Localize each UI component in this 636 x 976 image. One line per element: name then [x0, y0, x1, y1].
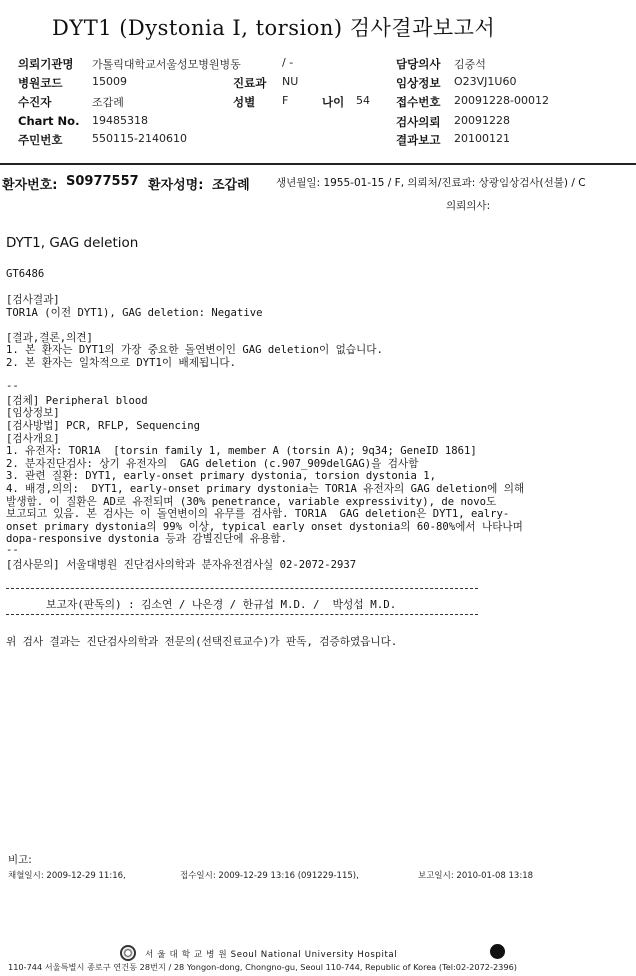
report-line: -- [6, 380, 19, 393]
report-line: 2. 본 환자는 일차적으로 DYT1이 배제됩니다. [6, 357, 237, 369]
received-date: 접수일시: 2009-12-29 13:16 (091229-115), [180, 871, 359, 881]
hospital-logo-icon [120, 945, 136, 961]
document-title: DYT1 (Dystonia I, torsion) 검사결과보고서 [52, 16, 496, 40]
report-line: [검사결과] [6, 294, 60, 306]
receipt-no-label: 접수번호 [396, 95, 441, 109]
sex-value: F [282, 94, 289, 107]
hospital-code-value: 15009 [92, 75, 127, 88]
referring-doctor: 의뢰의사: [446, 200, 491, 212]
resident-no-value: 550115-2140610 [92, 132, 187, 145]
report-line: -- [6, 544, 19, 556]
dept-value: NU [282, 75, 299, 88]
hospital-name: 서 울 대 학 교 병 원 Seoul National University Hospital [145, 950, 398, 960]
report-line: onset primary dystonia의 99% 이상, typical early onset dystonia의 60-80%에서 나타나며 [6, 520, 523, 533]
report-line: 4. 배경,의의: DYT1, early-onset primary dystonia는 TOR1A 유전자의 GAG deletion에 의해 [6, 483, 525, 495]
patient-details: 생년월일: 1955-01-15 / F, 의뢰처/진료과: 상광임상검사(선불) / C [276, 177, 586, 189]
requester-value: 가톨릭대학교서울성모병원병동 [92, 58, 241, 71]
age-label: 나이 [322, 95, 345, 109]
report-line: dopa-responsive dystonia 등과 감별진단에 유용함. [6, 533, 287, 546]
patient-name-value: 조갑례 [212, 178, 250, 192]
report-line: [검사문의] 서울대병원 진단검사의학과 분자유전검사실 02-2072-2937 [6, 558, 357, 571]
report-title: DYT1, GAG deletion [6, 235, 139, 251]
receipt-no-value: 20091228-00012 [454, 94, 549, 107]
attending-value: 김중석 [454, 58, 486, 71]
hospital-address: 110-744 서울특별시 종로구 연건동 28번지 / 28 Yongon-dong, Chongno-gu, Seoul 110-744, Republic of Korea (Tel:02-2072-2396) [8, 962, 517, 972]
reporter-line: 보고자(판독의) : 김소연 / 나은경 / 한규섭 M.D. / 박성섭 M.D. [46, 598, 397, 611]
hospital-code-label: 병원코드 [18, 76, 63, 90]
patient-name-label: 환자성명: [148, 178, 204, 192]
divider-bottom [6, 614, 478, 615]
patient-bar [0, 172, 636, 192]
report-line: [결과,결론,의견] [6, 331, 93, 344]
report-line: 1. 유전자: TOR1A [torsin family 1, member A (torsin A); 9q34; GeneID 1861] [6, 445, 477, 458]
requester-label: 의뢰기관명 [18, 57, 74, 71]
attending-label: 담당의사 [396, 57, 441, 71]
divider-top [6, 588, 478, 589]
test-code: GT6486 [6, 268, 45, 280]
report-line: 발생함. 이 질환은 AD로 유전되며 (30% penetrance, variable expressivity), de novo도 [6, 495, 497, 508]
patient-id-label: 환자번호: [2, 178, 58, 192]
sex-label: 성별 [233, 95, 256, 109]
test-request-label: 검사의뢰 [396, 115, 441, 129]
report-line: [검사방법] PCR, RFLP, Sequencing [6, 420, 201, 432]
report-line: TOR1A (이전 DYT1), GAG deletion: Negative [6, 306, 263, 319]
resident-no-label: 주민번호 [18, 133, 63, 147]
reported-date: 보고일시: 2010-01-08 13:18 [418, 871, 534, 881]
dept-label: 진료과 [233, 76, 267, 90]
patient-value: 조갑례 [92, 96, 124, 109]
clinical-info-value: O23VJ1U60 [454, 75, 517, 88]
seal-dot-icon [490, 944, 505, 959]
result-report-label: 결과보고 [396, 133, 441, 147]
report-line: [검체] Peripheral blood [6, 394, 148, 407]
result-report-value: 20100121 [454, 132, 510, 145]
memo-label: 비고: [8, 854, 32, 866]
report-header-panel [0, 0, 636, 165]
patient-label: 수진자 [18, 95, 52, 109]
report-line: [검사개요] [6, 432, 60, 445]
report-line: 3. 관련 질환: DYT1, early-onset primary dystonia, torsion dystonia 1, [6, 470, 436, 483]
report-line: 2. 분자진단검사: 상기 유전자의 GAG deletion (c.907_909delGAG)을 검사함 [6, 457, 419, 470]
collected-date: 채혈일시: 2009-12-29 11:16, [8, 871, 126, 881]
report-line: 보고되고 있음. 본 검사는 이 돌연변이의 유무를 검사함. TOR1A GAG deletion은 DYT1, ealry- [6, 508, 510, 521]
patient-id-value: S0977557 [66, 174, 139, 189]
clinical-info-label: 임상정보 [396, 76, 441, 90]
report-line: 1. 본 환자는 DYT1의 가장 중요한 돌연변이인 GAG deletion이 없습니다. [6, 344, 383, 357]
ward-value: / - [282, 56, 294, 69]
age-value: 54 [356, 94, 370, 107]
chart-no-label: Chart No. [18, 114, 80, 128]
chart-no-value: 19485318 [92, 114, 148, 127]
verification-note: 위 검사 결과는 진단검사의학과 전문의(선택진료교수)가 판독, 검증하였읍니다. [6, 636, 398, 648]
test-request-value: 20091228 [454, 114, 510, 127]
report-line: [임상정보] [6, 407, 60, 420]
